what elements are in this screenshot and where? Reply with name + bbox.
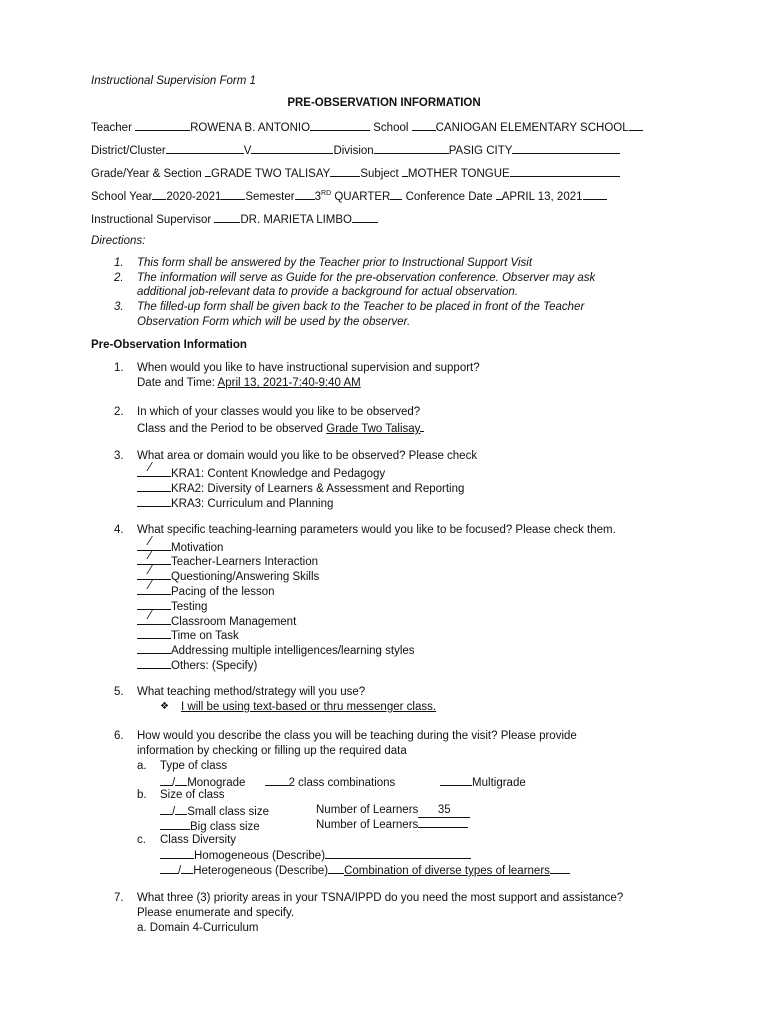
- check-line[interactable]: [137, 494, 171, 507]
- grade-value: GRADE TWO TALISAY: [211, 168, 331, 180]
- question-number: 2.: [114, 406, 124, 418]
- check-mark: ⁄: [149, 577, 152, 592]
- class-period-label: Class and the Period to be observed: [137, 423, 324, 435]
- question-number: 1.: [114, 362, 124, 374]
- supervisor-row: [91, 211, 378, 227]
- checkbox-option[interactable]: [137, 656, 257, 673]
- district-row: [91, 142, 620, 158]
- school-label: School: [373, 122, 409, 134]
- strategy-answer: I will be using text-based or thru messenger class.: [181, 701, 437, 713]
- question-1-text: When would you like to have instructional supervision and support?: [137, 362, 480, 374]
- check-mark: ⁄: [149, 533, 152, 548]
- check-line[interactable]: [137, 547, 171, 565]
- date-time-answer: April 13, 2021-7:40-9:40 AM: [217, 377, 361, 389]
- combo-label: 2 class combinations: [288, 777, 396, 789]
- question-1-answer-row: [137, 376, 361, 390]
- option-label: KRA3: Curriculum and Planning: [171, 498, 334, 510]
- hetero-mark: /: [178, 865, 182, 877]
- question-7-text-cont: Please enumerate and specify.: [137, 907, 295, 919]
- division-value: PASIG CITY: [448, 145, 513, 157]
- sy-value: 2020-2021: [166, 191, 222, 203]
- option-label: KRA2: Diversity of Learners & Assessment and Reporting: [171, 483, 465, 495]
- question-number: 4.: [114, 524, 124, 536]
- question-2-answer-row: [137, 420, 424, 436]
- small-mark: /: [172, 806, 176, 818]
- small-class-label: Small class size: [187, 806, 270, 818]
- heterogeneous-answer: Combination of diverse types of learners: [344, 865, 550, 877]
- big-class-label: Big class size: [190, 821, 260, 833]
- supervisor-value: DR. MARIETA LIMBO: [240, 214, 352, 226]
- type-of-class-title: Type of class: [160, 760, 228, 772]
- learners-small-value[interactable]: 35: [418, 803, 470, 818]
- grade-label: Grade/Year & Section: [91, 168, 202, 180]
- learners-label: Number of Learners: [316, 819, 419, 831]
- school-value: CANIOGAN ELEMENTARY SCHOOL: [435, 122, 629, 134]
- question-6-text: How would you describe the class you will be teaching during the visit? Please provide: [137, 730, 577, 742]
- district-value: V: [243, 145, 252, 157]
- check-line[interactable]: [137, 479, 171, 492]
- check-line[interactable]: [137, 533, 171, 551]
- teacher-row: [91, 119, 643, 135]
- sub-item-label: b.: [137, 789, 147, 801]
- direction-num: 3.: [114, 301, 124, 313]
- question-number: 3.: [114, 450, 124, 462]
- sub-item-label: a.: [137, 760, 147, 772]
- question-number: 7.: [114, 892, 124, 904]
- question-7-text: What three (3) priority areas in your TSNA/IPPD do you need the most support and assistance?: [137, 892, 624, 904]
- direction-item: The information will serve as Guide for the pre-observation conference. Observer may ask: [137, 272, 596, 284]
- priority-area-a: a. Domain 4-Curriculum: [137, 922, 259, 934]
- direction-item-cont: additional job-relevant data to provide a background for actual observation.: [137, 286, 519, 298]
- check-line[interactable]: [137, 626, 171, 639]
- small-class-row: [160, 803, 269, 819]
- check-line[interactable]: [137, 607, 171, 625]
- checkbox-option[interactable]: [137, 494, 333, 511]
- district-label: District/Cluster: [91, 145, 166, 157]
- big-class-row: [160, 818, 260, 834]
- grade-row: [91, 165, 620, 181]
- conference-label: Conference Date: [405, 191, 493, 203]
- sub-item-label: c.: [137, 834, 146, 846]
- diamond-bullet-icon: ❖: [160, 701, 169, 712]
- question-3-text: What area or domain would you like to be observed? Please check: [137, 450, 478, 462]
- direction-num: 2.: [114, 272, 124, 284]
- check-line[interactable]: [137, 562, 171, 580]
- direction-item: This form shall be answered by the Teacher prior to Instructional Support Visit: [137, 257, 533, 269]
- class-period-answer: Grade Two Talisay: [326, 423, 421, 435]
- division-label: Division: [333, 145, 374, 157]
- option-label: Testing: [171, 601, 208, 613]
- option-label: Questioning/Answering Skills: [171, 571, 320, 583]
- heterogeneous-row: [160, 862, 570, 878]
- subject-label: Subject: [360, 168, 399, 180]
- check-line[interactable]: [137, 656, 171, 669]
- option-label: Pacing of the lesson: [171, 586, 275, 598]
- semester-num: 3: [314, 191, 322, 203]
- learners-label: Number of Learners: [316, 804, 419, 816]
- option-label: Teacher-Learners Interaction: [171, 556, 319, 568]
- direction-item-cont: Observation Form which will be used by the observer.: [137, 316, 411, 328]
- direction-item: The filled-up form shall be given back to the Teacher to be placed in front of the Teacher: [137, 301, 585, 313]
- supervisor-label: Instructional Supervisor: [91, 214, 212, 226]
- section-title: Pre-Observation Information: [91, 339, 247, 351]
- heterogeneous-label: Heterogeneous (Describe): [193, 865, 329, 877]
- check-mark: ⁄: [149, 607, 152, 622]
- check-line[interactable]: [137, 597, 171, 610]
- school-year-row: [91, 188, 607, 204]
- option-label: Classroom Management: [171, 616, 297, 628]
- option-label: KRA1: Content Knowledge and Pedagogy: [171, 468, 386, 480]
- subject-value: MOTHER TONGUE: [407, 168, 510, 180]
- monograde-label: Monograde: [187, 777, 246, 789]
- conference-value: APRIL 13, 2021: [501, 191, 583, 203]
- check-mark: ⁄: [149, 562, 152, 577]
- check-mark: ⁄: [149, 547, 152, 562]
- direction-num: 1.: [114, 257, 124, 269]
- check-line[interactable]: [137, 577, 171, 595]
- question-4-text: What specific teaching-learning parameters would you like to be focused? Please check them.: [137, 524, 616, 536]
- homogeneous-label: Homogeneous (Describe): [194, 850, 326, 862]
- size-of-class-title: Size of class: [160, 789, 225, 801]
- semester-sup: RD: [321, 190, 332, 198]
- option-label: Others: (Specify): [171, 660, 258, 672]
- class-diversity-title: Class Diversity: [160, 834, 237, 846]
- page-heading: PRE-OBSERVATION INFORMATION: [287, 97, 481, 109]
- teacher-label: Teacher: [91, 122, 132, 134]
- semester-label: Semester: [245, 191, 295, 203]
- check-line[interactable]: [137, 641, 171, 654]
- question-2-text: In which of your classes would you like to be observed?: [137, 406, 421, 418]
- learners-big-row: [316, 818, 468, 832]
- semester-value: QUARTER: [334, 191, 391, 203]
- learners-small-row: [316, 803, 470, 818]
- question-5-text: What teaching method/strategy will you use?: [137, 686, 366, 698]
- monograde-mark: /: [172, 777, 176, 789]
- option-label: Motivation: [171, 542, 224, 554]
- directions-label: Directions:: [91, 235, 146, 247]
- teacher-value: ROWENA B. ANTONIO: [190, 122, 311, 134]
- question-number: 6.: [114, 730, 124, 742]
- question-number: 5.: [114, 686, 124, 698]
- multigrade-label: Multigrade: [472, 777, 526, 789]
- option-label: Time on Task: [171, 630, 239, 642]
- option-label: Addressing multiple intelligences/learning styles: [171, 645, 415, 657]
- check-mark: ⁄: [149, 459, 152, 474]
- form-title: Instructional Supervision Form 1: [91, 75, 256, 87]
- learners-big-value[interactable]: [418, 827, 468, 828]
- homogeneous-row: [160, 847, 471, 863]
- check-line[interactable]: [137, 459, 171, 477]
- question-6-text-cont: information by checking or filling up the required data: [137, 745, 407, 757]
- sy-label: School Year: [91, 191, 153, 203]
- date-time-label: Date and Time:: [137, 377, 215, 389]
